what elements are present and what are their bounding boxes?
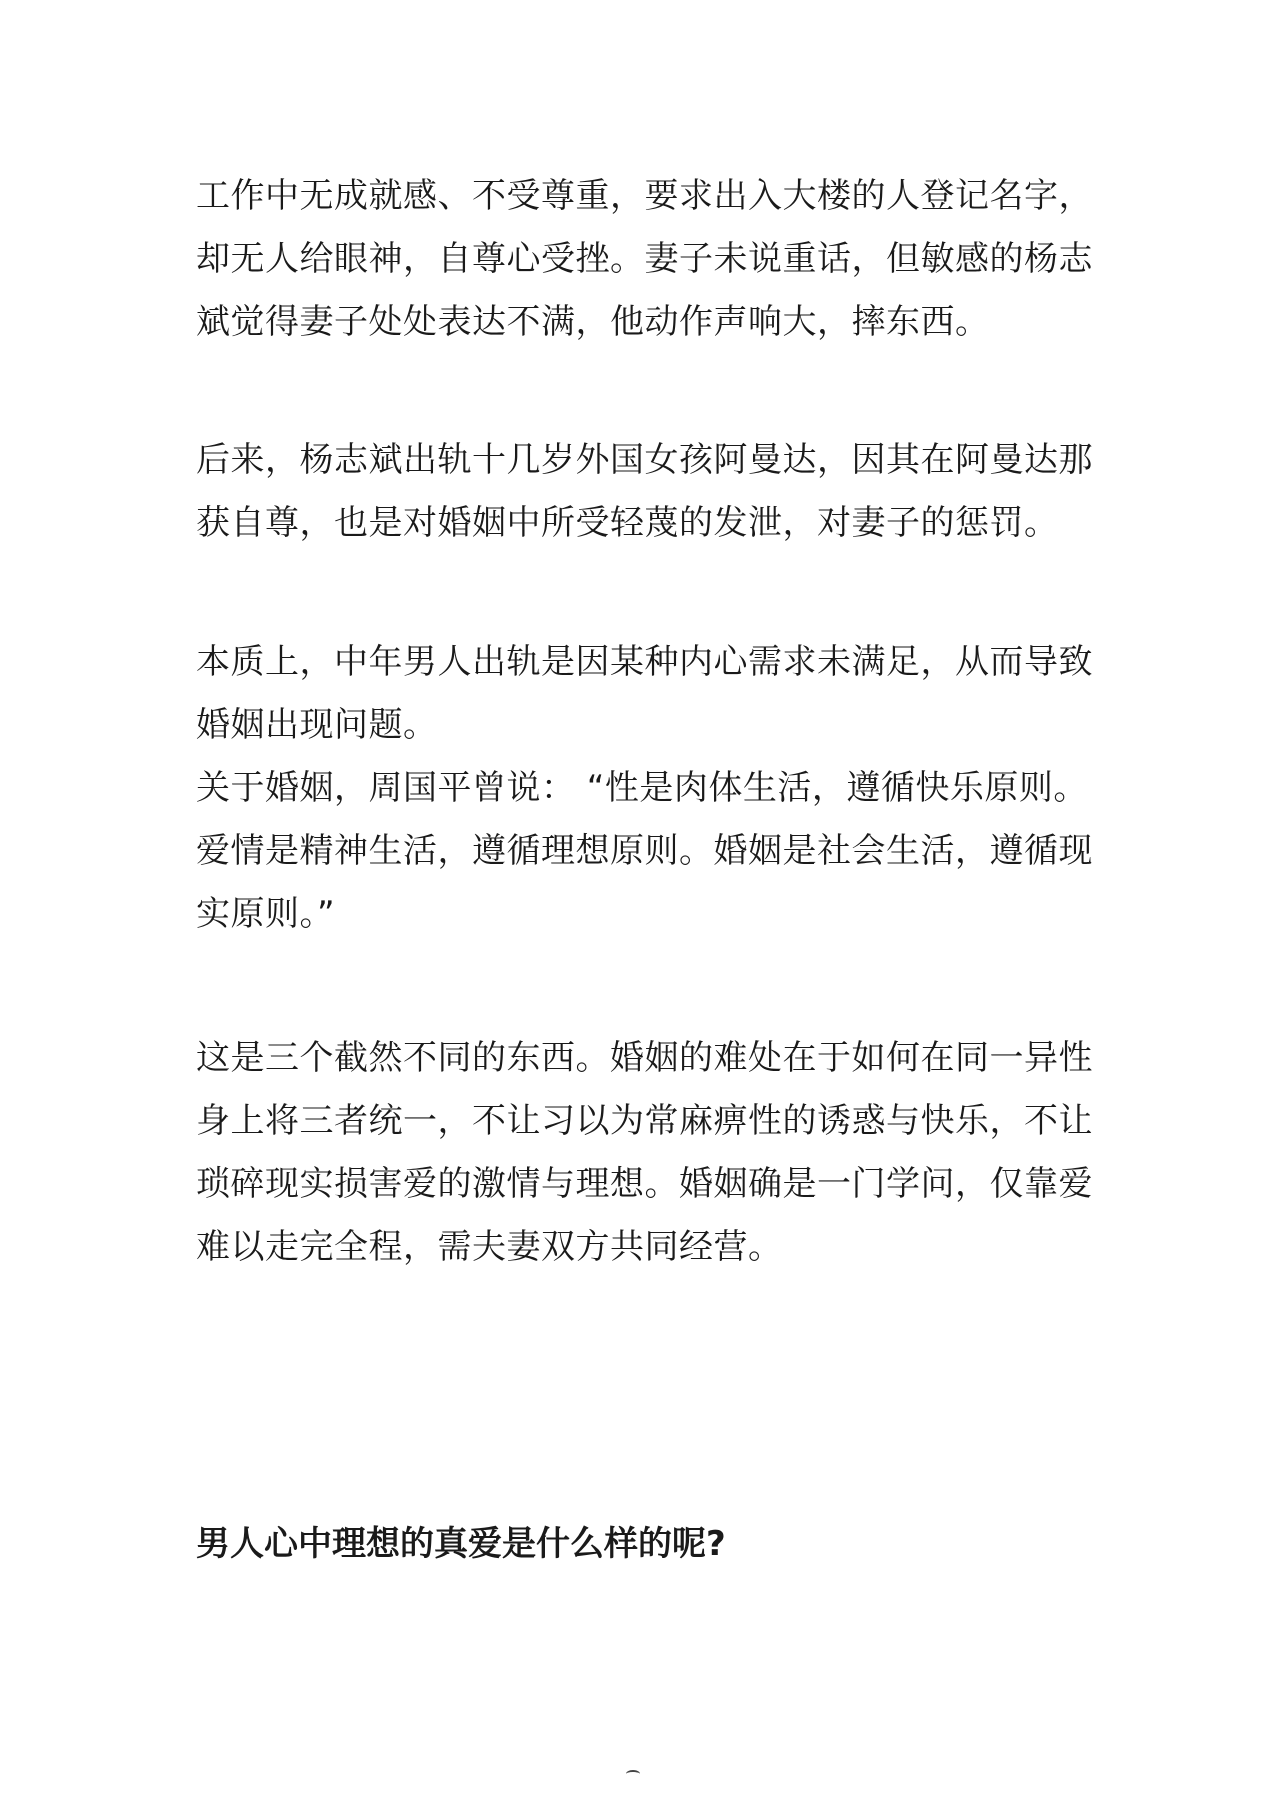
paragraph-4-line-1: 这是三个截然不同的东西。婚姻的难处在于如何在同一异性: [196, 1038, 1093, 1078]
page-number-mark: [626, 1770, 640, 1778]
section-heading: 男人心中理想的真爱是什么样的呢?: [196, 1524, 726, 1564]
quote-line-2: 爱情是精神生活，遵循理想原则。婚姻是社会生活，遵循现: [196, 831, 1093, 871]
paragraph-1-line-1: 工作中无成就感、不受尊重，要求出入大楼的人登记名字，: [196, 176, 1093, 216]
quote-line-1: 关于婚姻，周国平曾说： “性是肉体生活，遵循快乐原则。: [196, 768, 1088, 808]
quote-line-3: 实原则。”: [196, 894, 336, 934]
paragraph-4-line-2: 身上将三者统一，不让习以为常麻痹性的诱惑与快乐，不让: [196, 1101, 1093, 1141]
paragraph-3-line-2: 婚姻出现问题。: [196, 705, 438, 745]
paragraph-3-line-1: 本质上，中年男人出轨是因某种内心需求未满足，从而导致: [196, 642, 1093, 682]
paragraph-4-line-3: 琐碎现实损害爱的激情与理想。婚姻确是一门学问，仅靠爱: [196, 1164, 1093, 1204]
paragraph-4-line-4: 难以走完全程，需夫妻双方共同经营。: [196, 1227, 783, 1267]
paragraph-1-line-2: 却无人给眼神，自尊心受挫。妻子未说重话，但敏感的杨志: [196, 239, 1093, 279]
paragraph-2-line-1: 后来，杨志斌出轨十几岁外国女孩阿曼达，因其在阿曼达那: [196, 440, 1093, 480]
paragraph-2-line-2: 获自尊，也是对婚姻中所受轻蔑的发泄，对妻子的惩罚。: [196, 503, 1059, 543]
paragraph-1-line-3: 斌觉得妻子处处表达不满，他动作声响大，摔东西。: [196, 302, 990, 342]
